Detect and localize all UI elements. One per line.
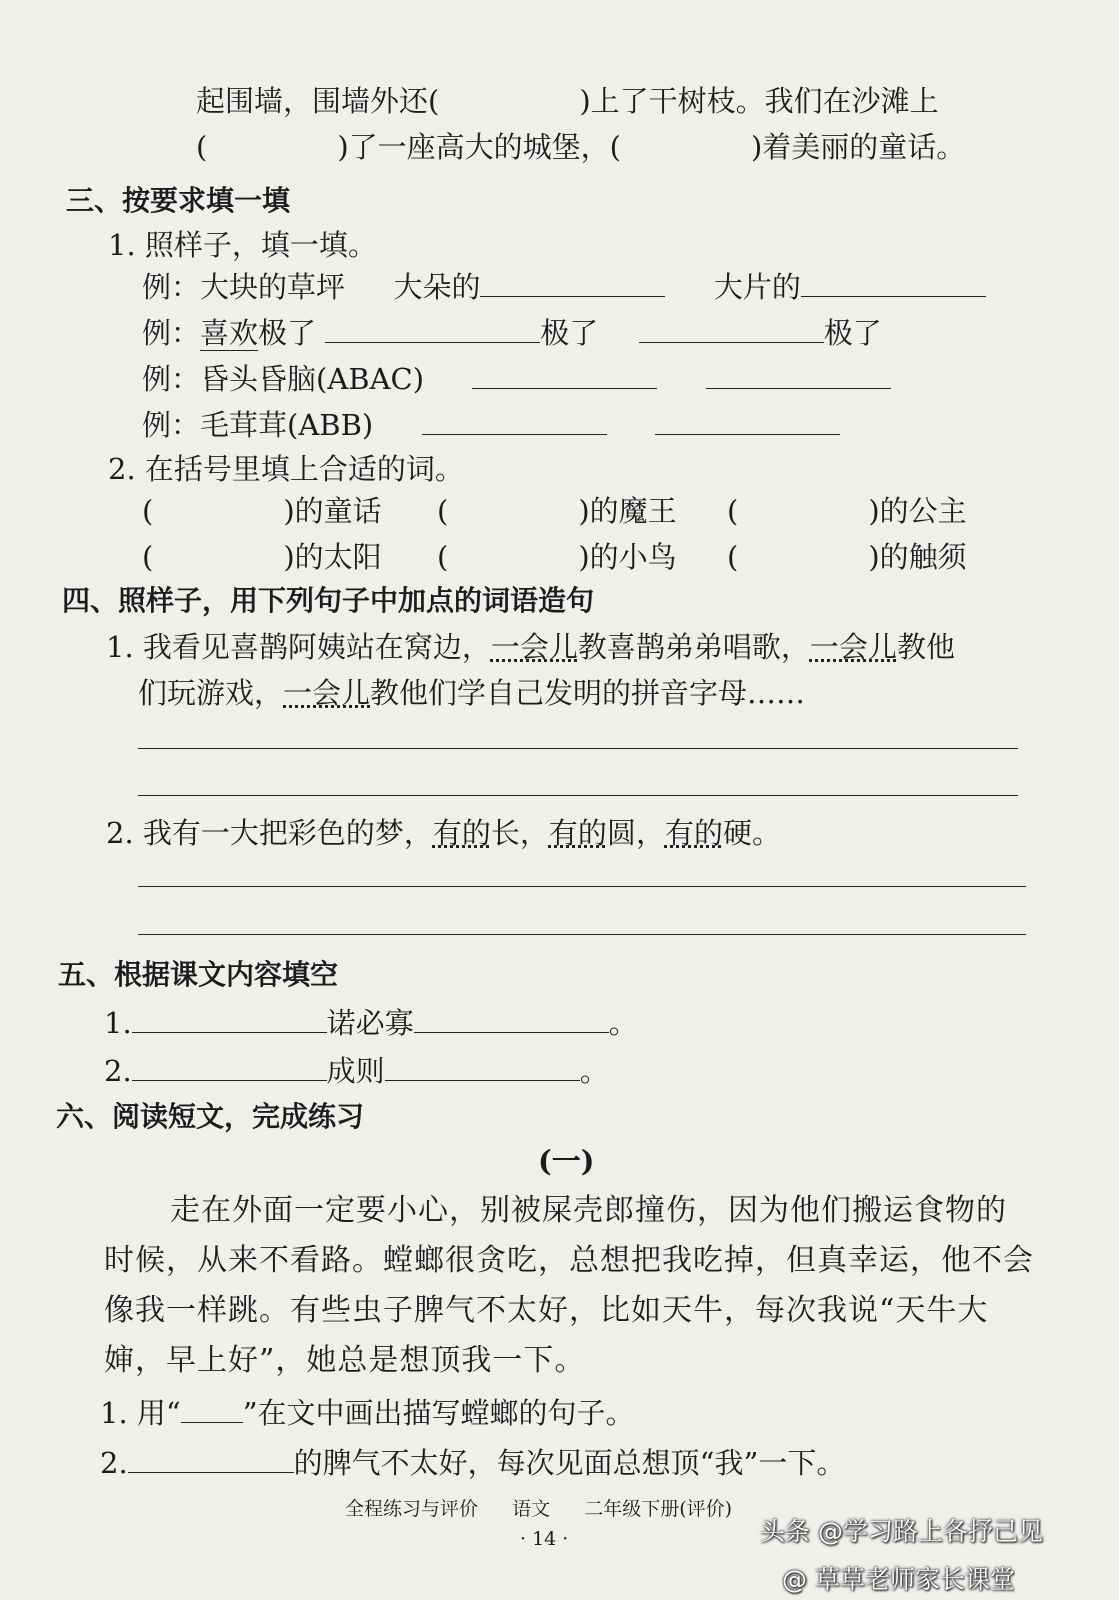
underlined-example-word: 喜欢 [200, 316, 259, 350]
section-3-title: 三、按要求填一填 [66, 184, 291, 217]
example-2-row: 例：喜欢极了 极了 极了 [142, 316, 882, 350]
dotted-word: 有的 [548, 816, 607, 850]
footer-book-info: 全程练习与评价 语文 二年级下册(评价) [345, 1498, 733, 1520]
fill-blank[interactable] [128, 1446, 294, 1473]
fill-blank[interactable] [422, 408, 607, 435]
fill-blank[interactable] [132, 1006, 327, 1033]
answer-paren[interactable]: ( )的公主 [727, 494, 967, 528]
passage-line-4: 婶，早上好”，她总是想顶我一下。 [104, 1343, 586, 1378]
section-6-question-2: 2. 的脾气不太好，每次见面总想顶“我”一下。 [100, 1446, 846, 1480]
section-6-title: 六、阅读短文，完成练习 [56, 1100, 365, 1133]
section-4-title: 四、照样子，用下列句子中加点的词语造句 [62, 584, 595, 617]
intro-line-1: 起围墙，围墙外还( )上了干树枝。我们在沙滩上 [196, 84, 939, 118]
answer-paren[interactable]: ( )的小鸟 [437, 540, 677, 574]
section-6-question-1: 1. 用“ ”在文中画出描写螳螂的句子。 [100, 1396, 635, 1430]
answer-line[interactable] [138, 886, 1026, 887]
section-3-question-1: 1. 照样子，填一填。 [108, 228, 377, 262]
fill-blank[interactable] [181, 1396, 243, 1423]
passage-line-1: 走在外面一定要小心，别被屎壳郎撞伤，因为他们搬运食物的 [170, 1193, 1007, 1228]
passage-line-2: 时候，从来不看路。螳螂很贪吃，总想把我吃掉，但真幸运，他不会 [104, 1243, 1034, 1278]
bleed-through-text [840, 230, 906, 261]
answer-paren[interactable]: ( )的触须 [727, 540, 967, 574]
paren-row-2 [142, 540, 967, 574]
paren-row-1 [142, 494, 967, 528]
answer-line[interactable] [138, 934, 1026, 935]
sentence-1-line-1: 1. 我看见喜鹊阿姨站在窝边，一会儿教喜鹊弟弟唱歌，一会儿教他 [106, 630, 955, 664]
example-1-row: 例：大块的草坪 大朵的 大片的 [142, 270, 986, 304]
passage-subtitle: (一) [538, 1144, 595, 1178]
page-number: · 14 · [520, 1528, 569, 1550]
section-5-question-1: 1. 诺必寡 。 [104, 1006, 638, 1040]
fill-blank[interactable] [385, 1054, 580, 1081]
example-3-row: 例：昏头昏脑(ABAC) [142, 362, 891, 396]
fill-blank[interactable] [706, 362, 891, 389]
fill-blank[interactable] [639, 316, 824, 343]
answer-paren[interactable]: ( )的魔王 [437, 494, 677, 528]
fill-blank[interactable] [480, 270, 665, 297]
watermark-line-1: 头条 @学习路上各抒己见 [760, 1517, 1043, 1546]
fill-blank[interactable] [132, 1054, 327, 1081]
answer-line[interactable] [138, 795, 1018, 796]
dotted-word: 一会儿 [283, 676, 371, 710]
dotted-word: 有的 [432, 816, 491, 850]
sentence-2: 2. 我有一大把彩色的梦，有的长，有的圆，有的硬。 [106, 816, 781, 850]
dotted-word: 有的 [664, 816, 723, 850]
answer-line[interactable] [138, 748, 1018, 749]
section-5-title: 五、根据课文内容填空 [58, 958, 339, 991]
answer-paren[interactable]: ( )的童话 [142, 494, 382, 528]
section-5-question-2: 2. 成则 。 [104, 1054, 609, 1088]
fill-blank[interactable] [414, 1006, 609, 1033]
dotted-word: 一会儿 [809, 630, 897, 664]
intro-line-2: ( )了一座高大的城堡，( )着美丽的童话。 [196, 130, 966, 164]
dotted-word: 一会儿 [490, 630, 578, 664]
fill-blank[interactable] [325, 316, 540, 343]
watermark-line-2: @ 草草老师家长课堂 [782, 1565, 1015, 1594]
section-3-question-2: 2. 在括号里填上合适的词。 [108, 452, 464, 486]
answer-paren[interactable]: ( )的太阳 [142, 540, 382, 574]
fill-blank[interactable] [655, 408, 840, 435]
sentence-1-line-2: 们玩游戏，一会儿教他们学自己发明的拼音字母…… [138, 676, 806, 710]
example-4-row: 例：毛茸茸(ABB) [142, 408, 840, 442]
fill-blank[interactable] [801, 270, 986, 297]
fill-blank[interactable] [472, 362, 657, 389]
passage-line-3: 像我一样跳。有些虫子脾气不太好，比如天牛，每次我说“天牛大 [104, 1293, 989, 1328]
